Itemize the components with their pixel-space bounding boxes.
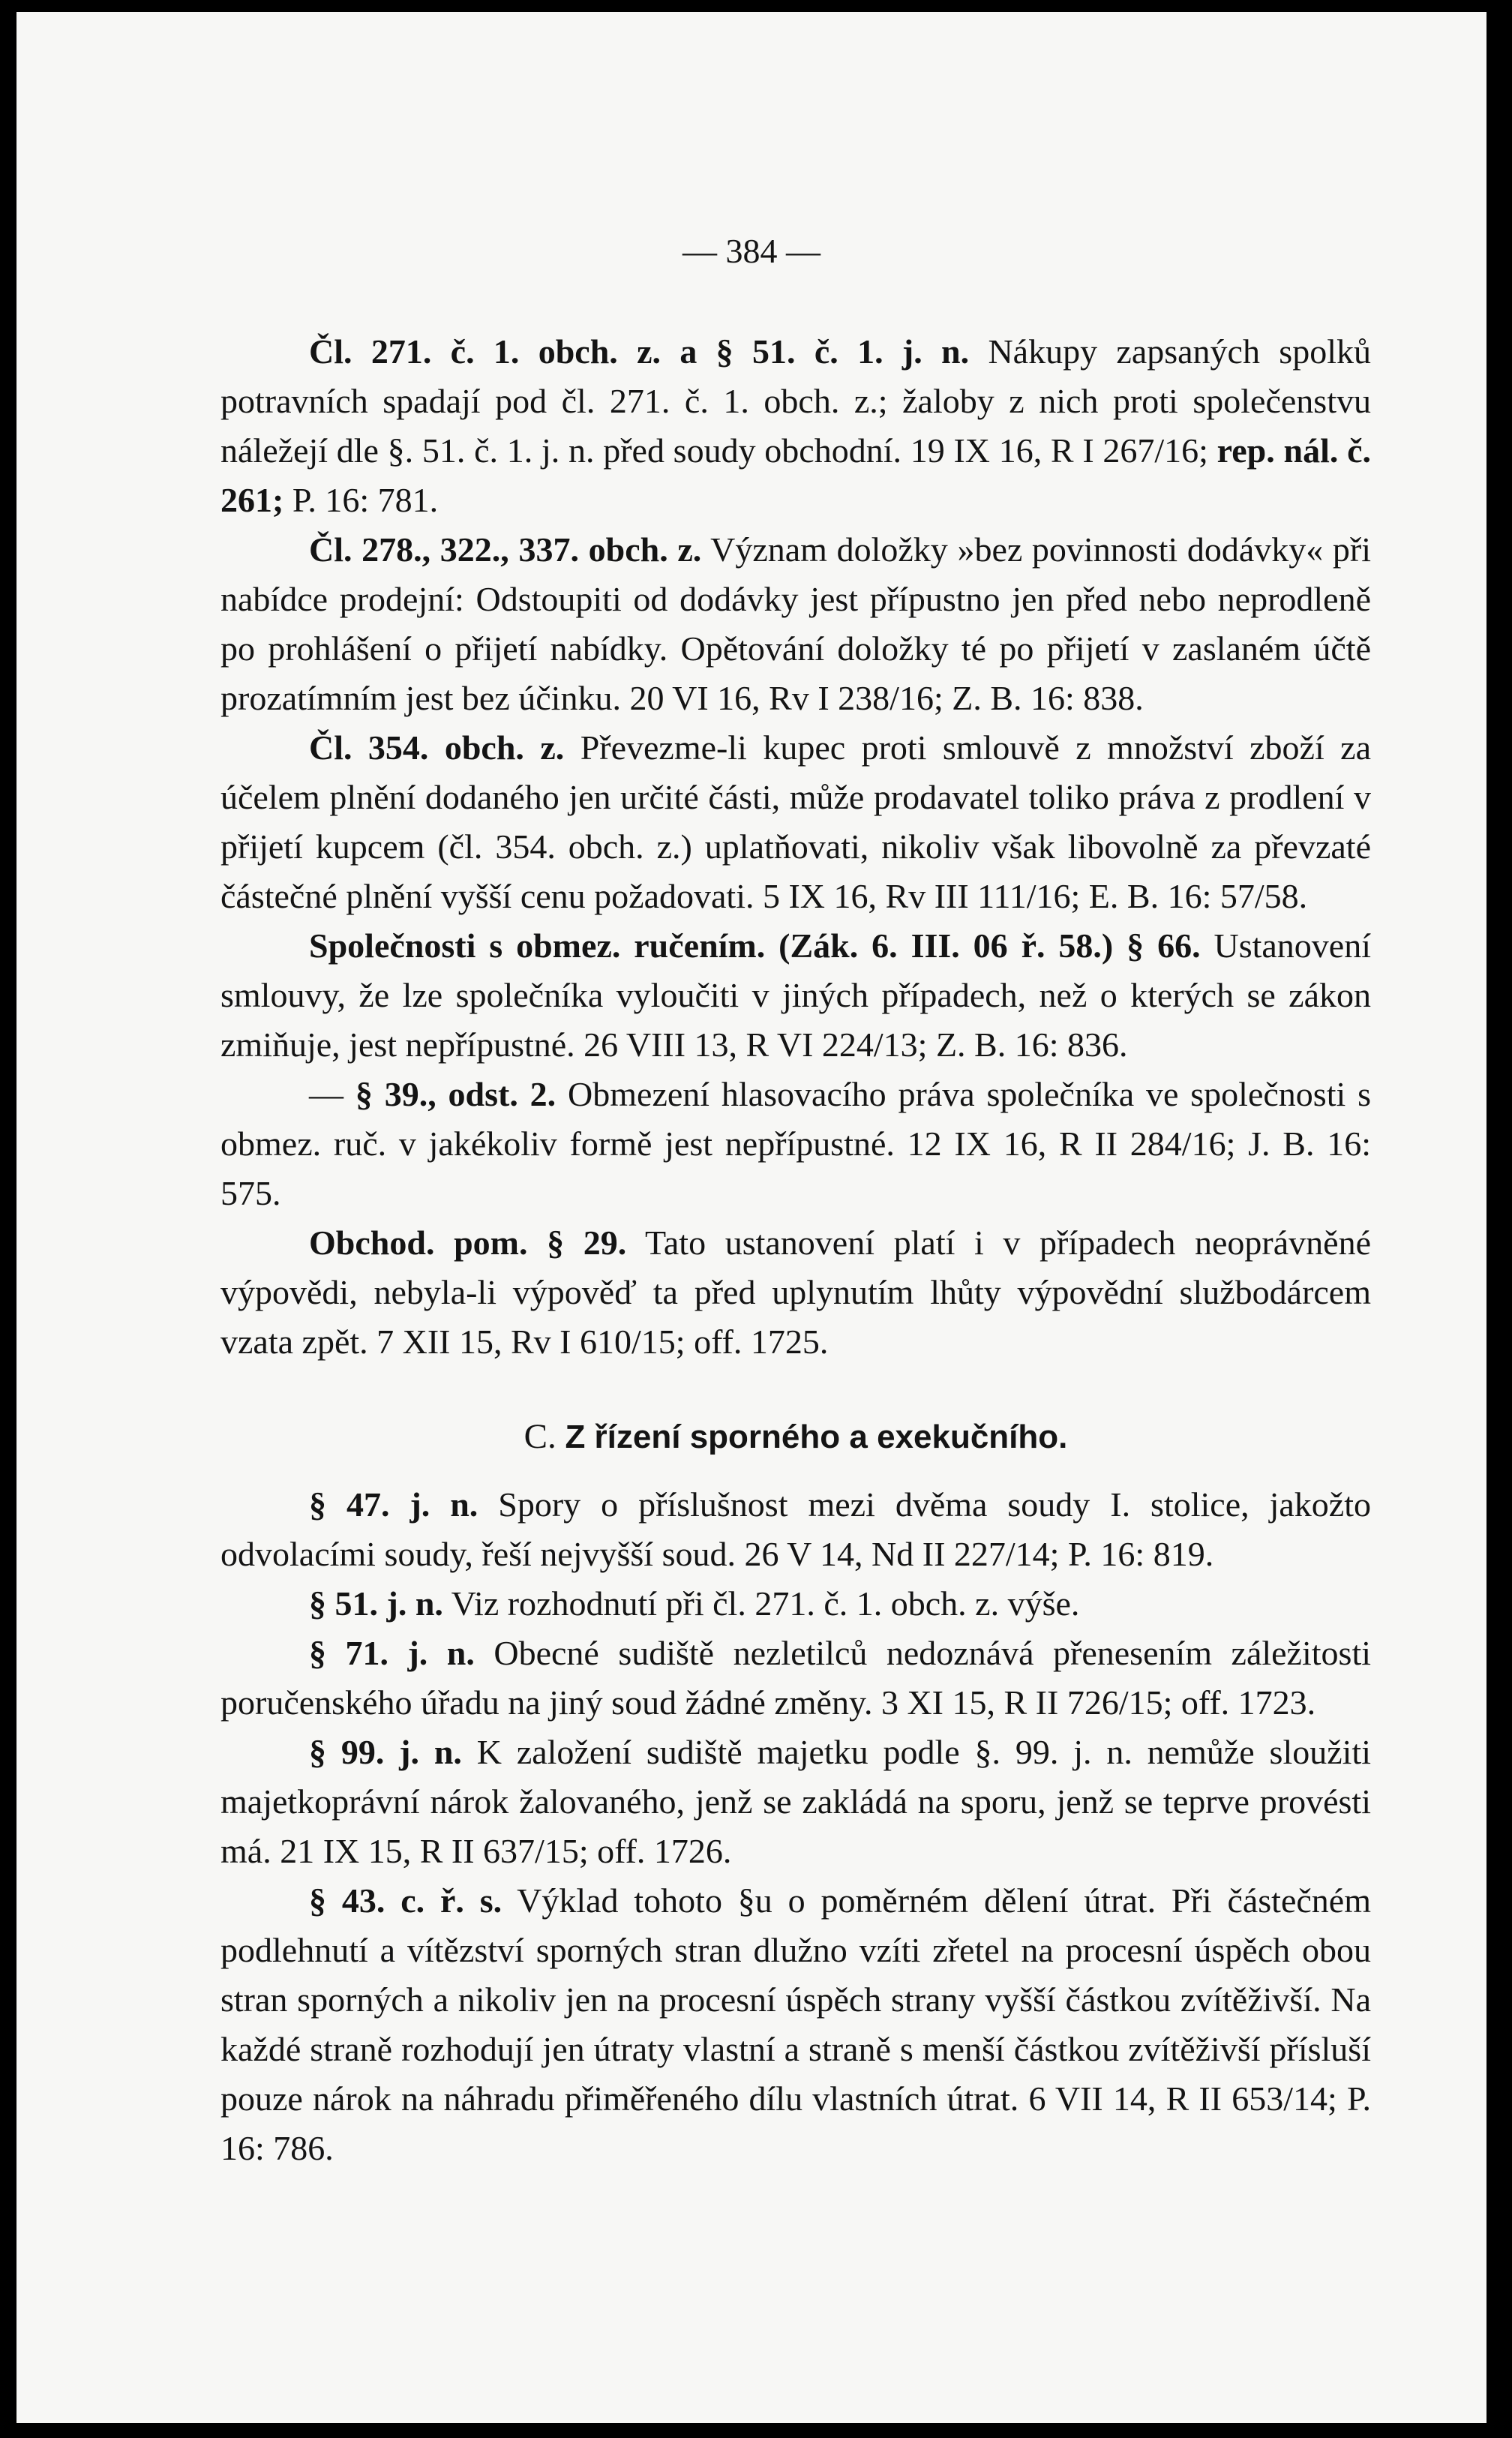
entry-spol66 xyxy=(220,921,1371,1070)
entry-lead: § 71. j. n. xyxy=(309,1634,475,1672)
entry-text: Výklad tohoto §u o poměrném dělení útrat. Při částečném podlehnutí a vítězství sporných stran dlužno vzíti zřetel na procesní úspěch obou stran sporných a nikoliv jen na procesní úspěch strany vyšší částkou zvítěživší. Na každé straně rozhodují jen útraty vlastní a straně s menší částkou zvítěživší přísluší pouze nárok na náhradu přiměřeného dílu vlastních útrat. 6 VII 14, R II 653/14; P. 16: 786. xyxy=(220,1881,1371,2167)
entry-text: Převezme-li kupec proti smlouvě z množství zboží za účelem plnění dodaného jen určité části, může prodavatel toliko práva z prodlení v přijetí kupcem (čl. 354. obch. z.) uplatňovati, nikoliv však libovolně za převzaté částečné plnění vyšší cenu požadovati. 5 IX 16, Rv III 111/16; E. B. 16: 57/58. xyxy=(220,728,1371,915)
entry-lead: Čl. 271. č. 1. obch. z. a § 51. č. 1. j. n. xyxy=(309,332,970,371)
entry-lead: § 99. j. n. xyxy=(309,1733,462,1771)
entry-cl354 xyxy=(220,723,1371,921)
entry-lead: § 51. j. n. xyxy=(309,1584,443,1623)
entry-text: Tato ustanovení platí i v případech neoprávněné výpovědi, nebyla-li výpověď ta před uplynutím lhůty výpovědní službodárcem vzata zpět. 7 XII 15, Rv I 610/15; off. 1725. xyxy=(220,1224,1371,1361)
entry-jn51 xyxy=(220,1579,1371,1629)
entry-spol39 xyxy=(220,1070,1371,1218)
entry-text: Nákupy zapsaných spolků potravních spadají pod čl. 271. č. 1. obch. z.; žaloby z nich proti společenstvu náležejí dle §. 51. č. 1. j. n. před soudy obchodní. 19 IX 16, R I 267/16; xyxy=(220,332,1371,470)
section-heading xyxy=(220,1412,1371,1462)
entry-text: Obecné sudiště nezletilců nedoznává přenesením záležitosti poručenského úřadu na jiný soud žádné změny. 3 XI 15, R II 726/15; off. 1723. xyxy=(220,1634,1372,1722)
entry-lead: Čl. 354. obch. z. xyxy=(309,728,565,767)
entry-lead: § 43. c. ř. s. xyxy=(309,1881,502,1920)
entry-cl271 xyxy=(220,327,1371,525)
entry-lead: Čl. 278., 322., 337. obch. z. xyxy=(309,530,702,569)
entry-text: Význam doložky »bez povinnosti dodávky« při nabídce prodejní: Odstoupiti od dodávky jest přípustno jen před nebo neprodleně po prohlášení o přijetí nabídky. Opětování doložky té po přijetí v zaslaném účtě prozatímním jest bez účinku. 20 VI 16, Rv I 238/16; Z. B. 16: 838. xyxy=(220,530,1372,717)
entry-obchod29 xyxy=(220,1218,1371,1367)
entry-lead: Obchod. pom. § 29. xyxy=(309,1224,627,1262)
section-letter: C. xyxy=(524,1417,556,1456)
entry-text: Spory o příslušnost mezi dvěma soudy I. stolice, jakožto odvolacími soudy, řeší nejvyšší soud. 26 V 14, Nd II 227/14; P. 16: 819. xyxy=(220,1485,1371,1573)
entry-jn47 xyxy=(220,1480,1371,1579)
page-content xyxy=(220,327,1371,2173)
entry-cl278 xyxy=(220,525,1371,723)
entry-tail-bold: rep. nál. č. 261; xyxy=(220,431,1371,519)
entry-lead: § 39., odst. 2. xyxy=(355,1075,556,1113)
entry-lead: § 47. j. n. xyxy=(309,1485,478,1524)
entry-dash: — xyxy=(309,1075,356,1113)
entry-text: Viz rozhodnutí při čl. 271. č. 1. obch. z. výše. xyxy=(442,1584,1080,1623)
book-page xyxy=(16,12,1486,2423)
entry-text: Obmezení hlasovacího práva společníka ve společnosti s obmez. ruč. v jakékoliv formě jest nepřípustné. 12 IX 16, R II 284/16; J. B. 16: 575. xyxy=(220,1075,1371,1212)
entry-crs43 xyxy=(220,1876,1371,2173)
entry-jn71 xyxy=(220,1629,1371,1728)
entry-text: Ustanovení smlouvy, že lze společníka vyloučiti v jiných případech, než o kterých se zákon zmiňuje, jest nepřípustné. 26 VIII 13, R VI 224/13; Z. B. 16: 836. xyxy=(220,926,1372,1064)
page-number: — 384 — xyxy=(682,232,820,270)
entry-text: K založení sudiště majetku podle §. 99. j. n. nemůže sloužiti majetkoprávní nárok žalovaného, jenž se zakládá na sporu, jenž se teprve provésti má. 21 IX 15, R II 637/15; off. 1726. xyxy=(220,1733,1371,1870)
entry-lead: Společnosti s obmez. ručením. (Zák. 6. III. 06 ř. 58.) § 66. xyxy=(309,926,1201,965)
entry-tail: P. 16: 781. xyxy=(284,481,439,519)
section-title: Z řízení sporného a exekučního. xyxy=(565,1419,1068,1455)
entry-jn99 xyxy=(220,1728,1371,1876)
